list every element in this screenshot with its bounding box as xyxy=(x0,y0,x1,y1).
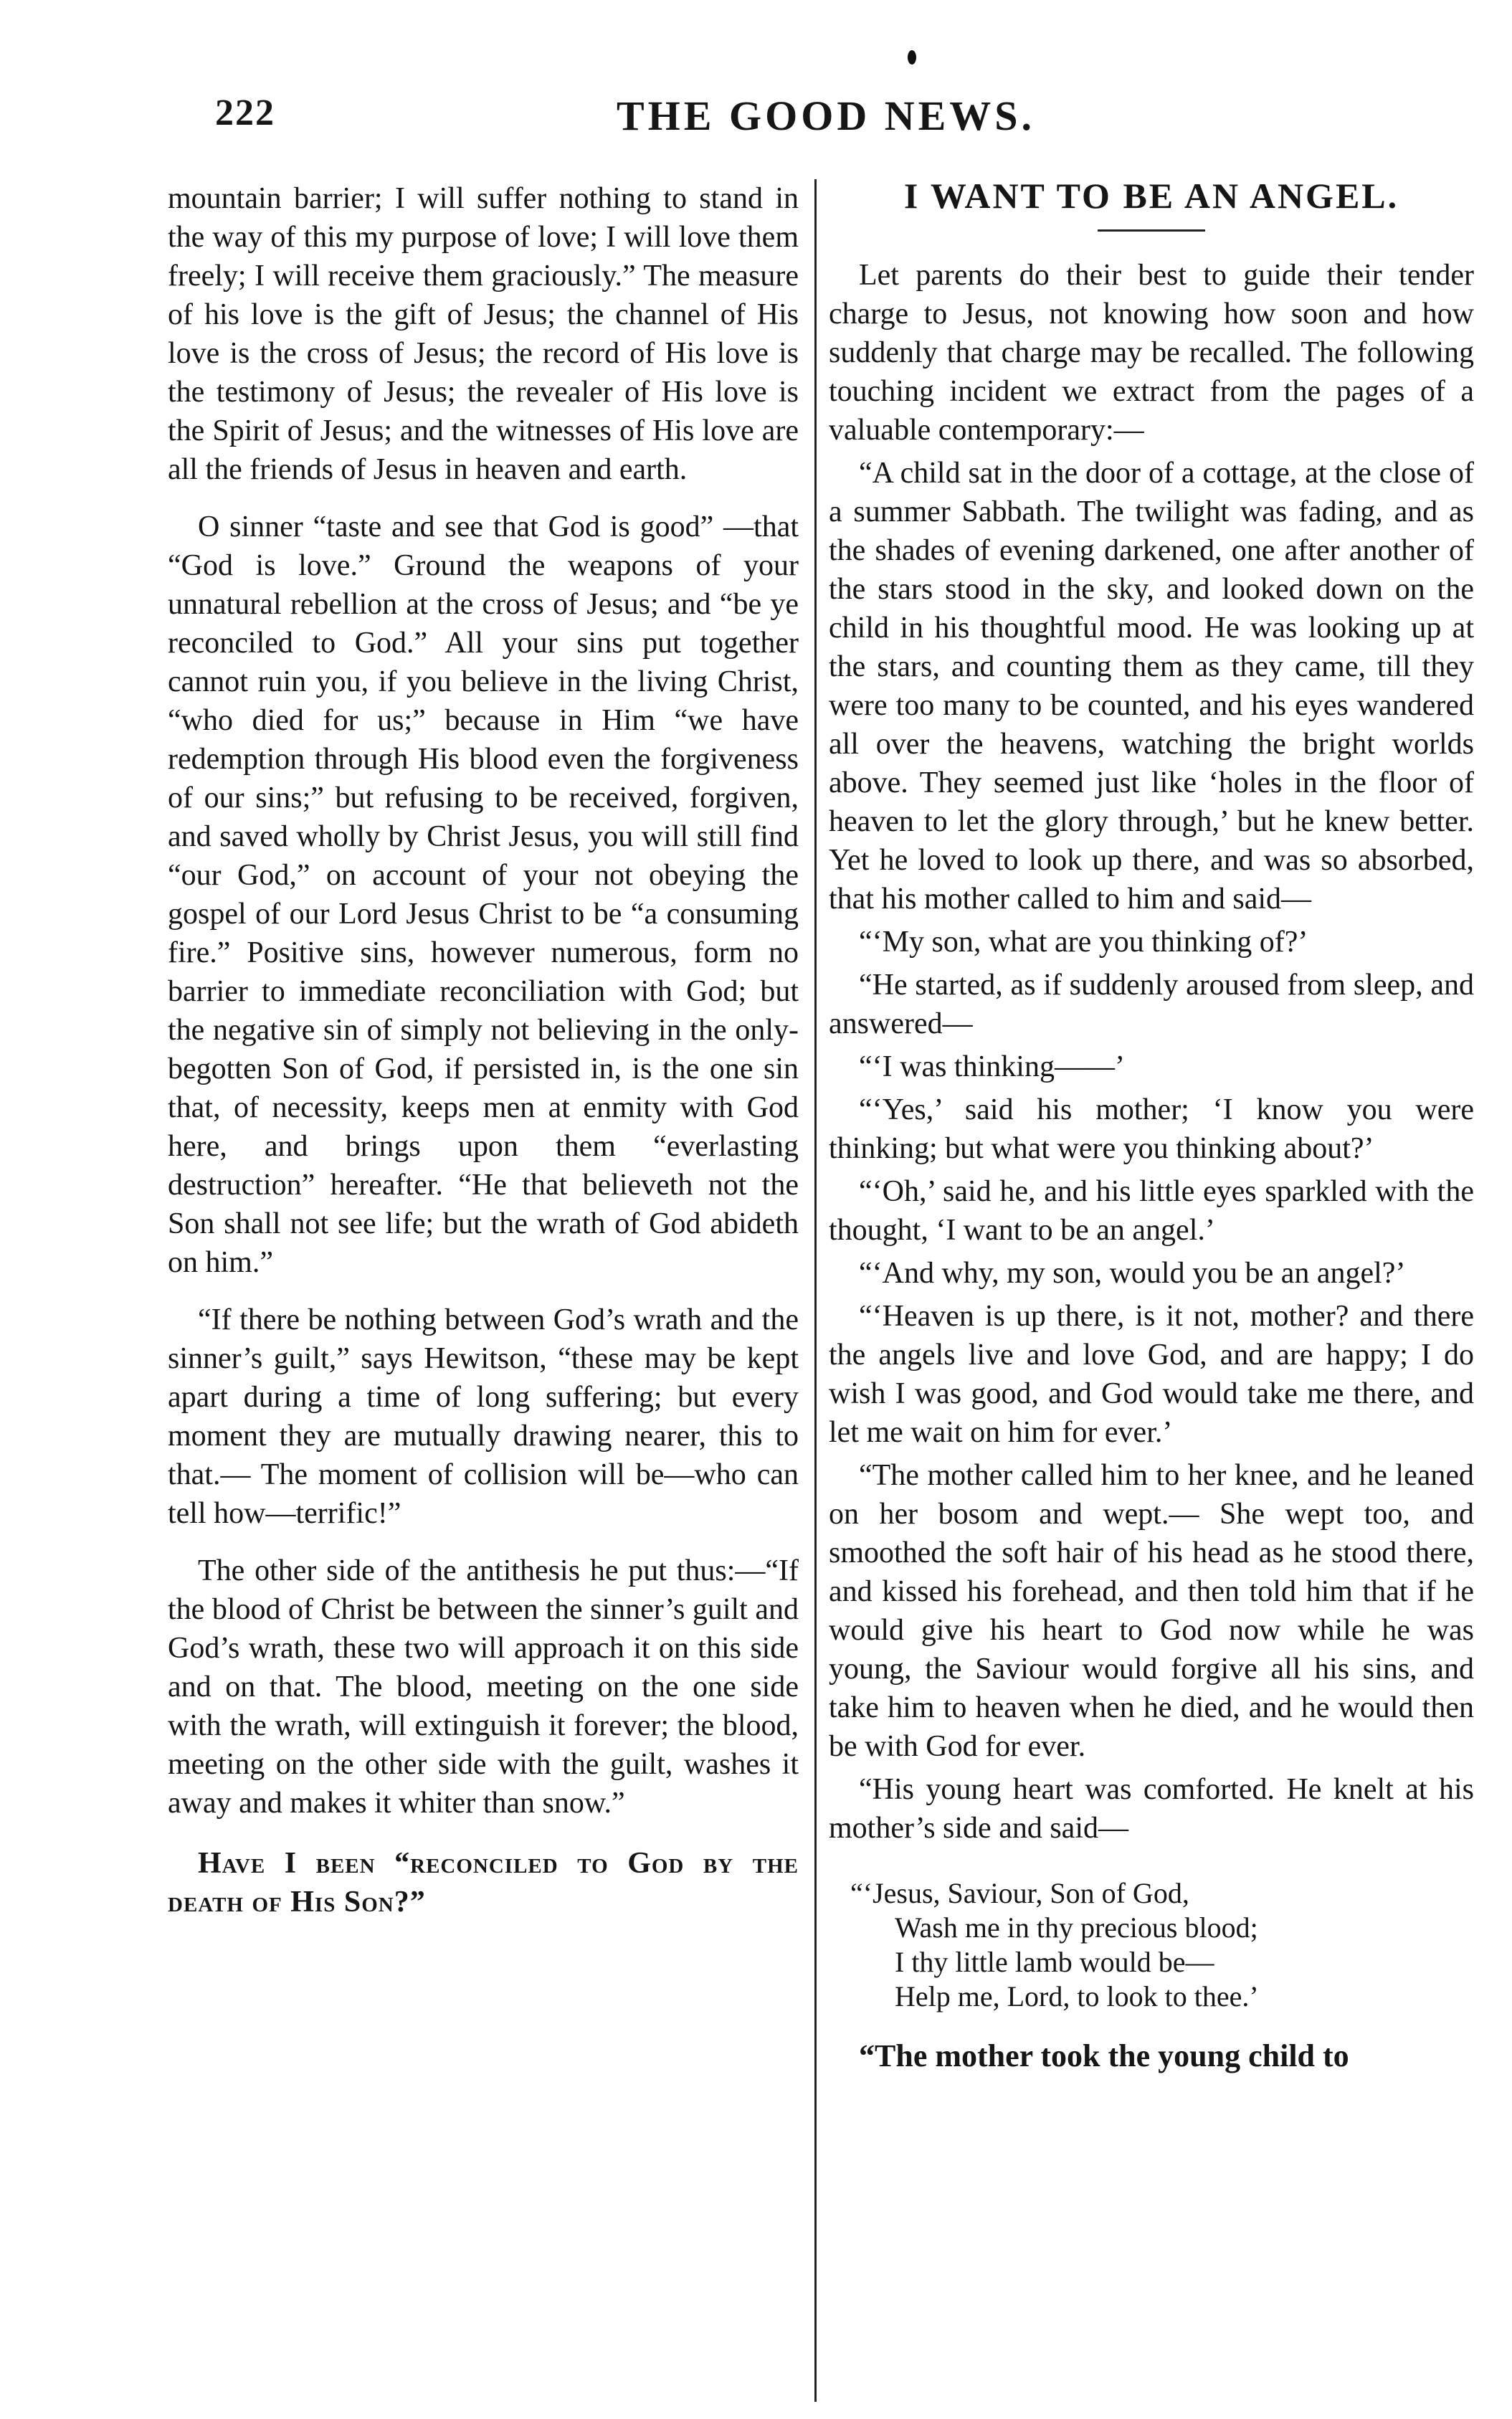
page-header xyxy=(215,92,1470,156)
right-column xyxy=(829,176,1474,2076)
title-rule xyxy=(1098,229,1205,232)
right-paragraph: Let parents do their best to guide their tender charge to Jesus, not knowing how soon and how suddenly that charge may be recalled. The following touching incident we extract from the pages of a valuable contemporary:— xyxy=(829,259,1474,447)
hymn-line: Wash me in thy precious blood; xyxy=(895,1911,1258,1944)
right-paragraph: “‘Oh,’ said he, and his little eyes sparkled with the thought, ‘I want to be an angel.’ xyxy=(829,1175,1474,1247)
scan-edge xyxy=(1506,0,1512,2419)
article-title: I WANT TO BE AN ANGEL. xyxy=(903,176,1399,216)
right-paragraph: “He started, as if suddenly aroused from sleep, and answered— xyxy=(829,969,1474,1040)
ink-dot xyxy=(908,50,916,65)
right-paragraph: “‘Heaven is up there, is it not, mother? and there the angels live and love God, and are happy; I do wish I was good, and God would take me there, and let me wait on him for ever.’ xyxy=(829,1300,1474,1449)
right-paragraph: “‘Yes,’ said his mother; ‘I know you were thinking; but what were you thinking about?’ xyxy=(829,1093,1474,1165)
left-column xyxy=(168,179,799,1921)
running-head: THE GOOD NEWS. xyxy=(617,92,1036,139)
closing-question: Have I been “reconciled to God by the death of His Son?” xyxy=(168,1847,799,1919)
left-paragraph: The other side of the antithesis he put thus:—“If the blood of Christ be between the sinner’s guilt and God’s wrath, these two will approach it on this side and on that. The blood, meeting on the one side with the wrath, will extinguish it forever; the blood, meeting on the other side with the guilt, washes it away and makes it whiter than snow.” xyxy=(168,1554,799,1820)
hymn-line: “‘Jesus, Saviour, Son of God, xyxy=(850,1877,1189,1909)
column-divider xyxy=(814,179,817,2402)
closing-line: “The mother took the young child to xyxy=(859,2038,1349,2073)
hymn-line: Help me, Lord, to look to thee.’ xyxy=(895,1980,1259,2012)
left-paragraph: mountain barrier; I will suffer nothing to stand in the way of this my purpose of love; I will love them freely; I will receive them graciously.” The measure of his love is the gift of Jesus; the channel of His love is the cross of Jesus; the record of His love is the testimony of Jesus; the revealer of His love is the Spirit of Jesus; and the witnesses of His love are all the friends of Jesus in heaven and earth. xyxy=(168,182,799,486)
right-paragraph: “‘I was thinking——’ xyxy=(859,1050,1125,1083)
left-paragraph: O sinner “taste and see that God is good” —that “God is love.” Ground the weapons of your unnatural rebellion at the cross of Jesus; and “be ye reconciled to God.” All your sins put together cannot ruin you, if you believe in the living Christ, “who died for us;” because in Him “we have redemption through His blood even the forgiveness of our sins;” but refusing to be received, forgiven, and saved wholly by Christ Jesus, you will still find “our God,” on account of your not obeying the gospel of our Lord Jesus Christ to be “a consuming fire.” Positive sins, however numerous, form no barrier to immediate reconciliation with God; but the negative sin of simply not believing in the only-begotten Son of God, if persisted in, is the one sin that, of necessity, keeps men at enmity with God here, and brings upon them “everlasting destruction” hereafter. “He that believeth not the Son shall not see life; but the wrath of God abideth on him.” xyxy=(168,510,799,1279)
right-paragraph: “A child sat in the door of a cottage, at the close of a summer Sabbath. The twilight was fading, and as the shades of evening darkened, one after another of the stars stood in the sky, and looked down on the child in his thoughtful mood. He was looking up at the stars, and counting them as they came, till they were too many to be counted, and his eyes wandered all over the heavens, watching the bright worlds above. They seemed just like ‘holes in the floor of heaven to let the glory through,’ but he knew better. Yet he loved to look up there, and was so absorbed, that his mother called to him and said— xyxy=(829,457,1474,916)
left-paragraph: “If there be nothing between God’s wrath and the sinner’s guilt,” says Hewitson, “these may be kept apart during a time of long suffering; but every moment they are mutually drawing nearer, this to that.— The moment of collision will be—who can tell how—terrific!” xyxy=(168,1303,799,1530)
right-paragraph: “‘And why, my son, would you be an angel?’ xyxy=(859,1257,1406,1290)
right-paragraph: “The mother called him to her knee, and he leaned on her bosom and wept.— She wept too, and smoothed the soft hair of his head as he stood there, and kissed his forehead, and then told him that if he would give his heart to God now while he was young, the Saviour would forgive all his sins, and take him to heaven when he died, and he would then be with God for ever. xyxy=(829,1459,1474,1763)
hymn-verse xyxy=(850,1876,1474,2014)
right-paragraph: “‘My son, what are you thinking of?’ xyxy=(859,926,1308,959)
hymn-line: I thy little lamb would be— xyxy=(895,1946,1214,1978)
page-number: 222 xyxy=(215,92,275,133)
right-paragraph: “His young heart was comforted. He knelt at his mother’s side and said— xyxy=(829,1773,1474,1845)
